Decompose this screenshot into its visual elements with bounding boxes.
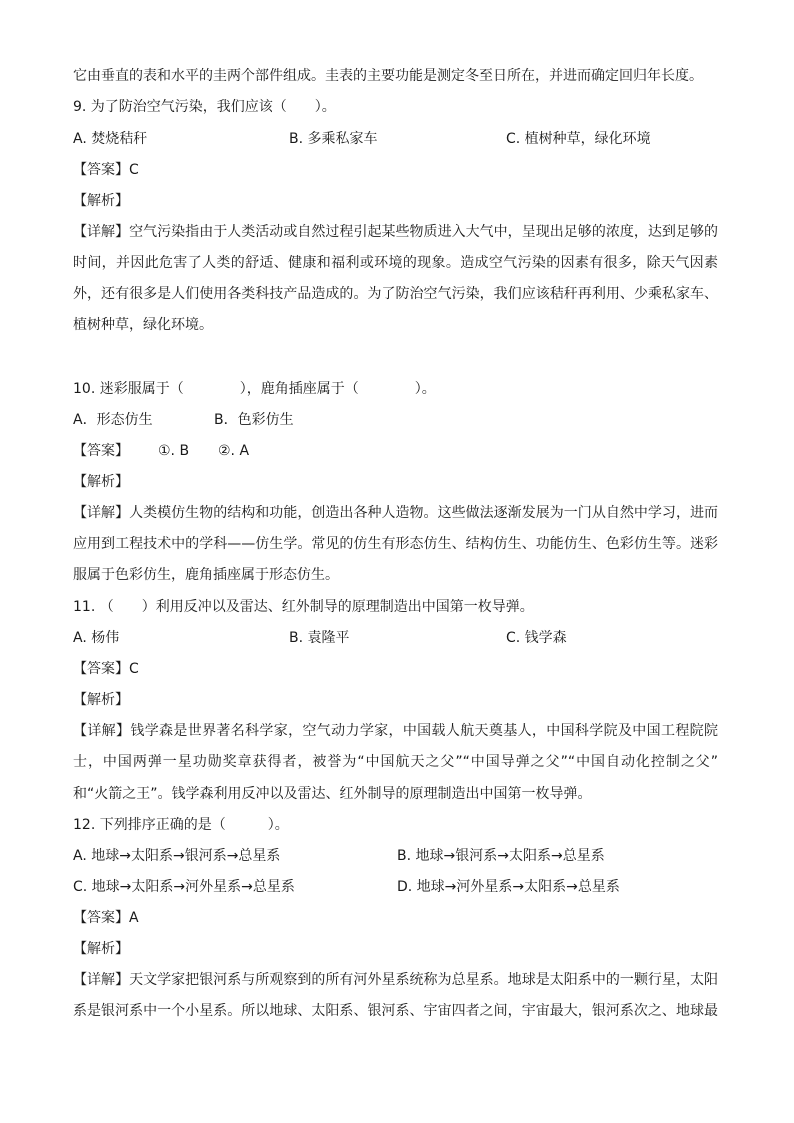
q12-option-c: C. 地球→太阳系→河外星系→总星系 [73,879,295,895]
q12-question: 12. 下列排序正确的是（ ）。 [73,817,289,833]
q10-answer-2: ②. A [218,443,250,459]
q10-detail-line-1: 【详解】人类模仿生物的结构和功能，创造出各种人造物。这些做法逐渐发展为一门从自然中学习，进而 [73,505,718,521]
q10-detail-line-3: 服属于色彩仿生，鹿角插座属于形态仿生。 [73,567,339,583]
q11-detail-line-3: 和“火箭之王”。钱学森利用反冲以及雷达、红外制导的原理制造出中国第一枚导弹。 [73,786,592,802]
q10-answer-label: 【答案】 [73,443,129,459]
q10-question: 10. 迷彩服属于（ ），鹿角插座属于（ ）。 [73,381,436,397]
q11-question: 11. （ ）利用反冲以及雷达、红外制导的原理制造出中国第一枚导弹。 [73,599,534,615]
q10-detail-line-2: 应用到工程技术中的学科——仿生学。常见的仿生有形态仿生、结构仿生、功能仿生、色彩仿生等。迷彩 [73,536,718,552]
q9-detail-line-3: 外，还有很多是人们使用各类科技产品造成的。为了防治空气污染，我们应该秸秆再利用、少乘私家车、 [73,286,718,302]
q12-detail-line-2: 系是银河系中一个小星系。所以地球、太阳系、银河系、宇宙四者之间，宇宙最大，银河系次之、地球最 [73,1003,718,1019]
q11-option-c: C. 钱学森 [506,630,567,646]
q11-detail-line-1: 【详解】钱学森是世界著名科学家，空气动力学家，中国载人航天奠基人，中国科学院及中国工程院院 [73,723,718,739]
q9-analysis-label: 【解析】 [73,193,129,209]
q11-option-a: A. 杨伟 [73,630,120,646]
q11-analysis-label: 【解析】 [73,692,129,708]
q9-option-c: C. 植树种草，绿化环境 [506,131,651,147]
q10-analysis-label: 【解析】 [73,474,129,490]
q10-option-a: A．形态仿生 [73,412,153,428]
intro-tail-text: 它由垂直的表和水平的圭两个部件组成。圭表的主要功能是测定冬至日所在，并进而确定回归年长度。 [73,68,703,84]
q12-option-a: A. 地球→太阳系→银河系→总星系 [73,848,281,864]
q9-detail-line-2: 时间，并因此危害了人类的舒适、健康和福利或环境的现象。造成空气污染的因素有很多，除天气因素 [73,255,718,271]
q10-option-b: B．色彩仿生 [214,412,294,428]
q10-answer-1: ①. B [158,443,190,459]
q9-detail-line-4: 植树种草，绿化环境。 [73,317,213,333]
q12-analysis-label: 【解析】 [73,941,129,957]
q9-answer: 【答案】C [73,162,139,178]
q11-option-b: B. 袁隆平 [289,630,350,646]
q11-detail-line-2: 士，中国两弹一星功勋奖章获得者，被誉为“中国航天之父”“中国导弹之父”“中国自动化控制之父” [73,754,718,770]
q11-answer: 【答案】C [73,661,139,677]
q9-option-a: A. 焚烧秸秆 [73,131,148,147]
q9-detail-line-1: 【详解】空气污染指由于人类活动或自然过程引起某些物质进入大气中，呈现出足够的浓度，达到足够的 [73,224,718,240]
q9-question: 9. 为了防治空气污染，我们应该（ ）。 [73,99,336,115]
q12-option-b: B. 地球→银河系→太阳系→总星系 [397,848,605,864]
q9-option-b: B. 多乘私家车 [289,131,378,147]
q12-detail-line-1: 【详解】天文学家把银河系与所观察到的所有河外星系统称为总星系。地球是太阳系中的一颗行星，太阳 [73,972,718,988]
q12-answer: 【答案】A [73,910,139,926]
q12-option-d: D. 地球→河外星系→太阳系→总星系 [397,879,620,895]
